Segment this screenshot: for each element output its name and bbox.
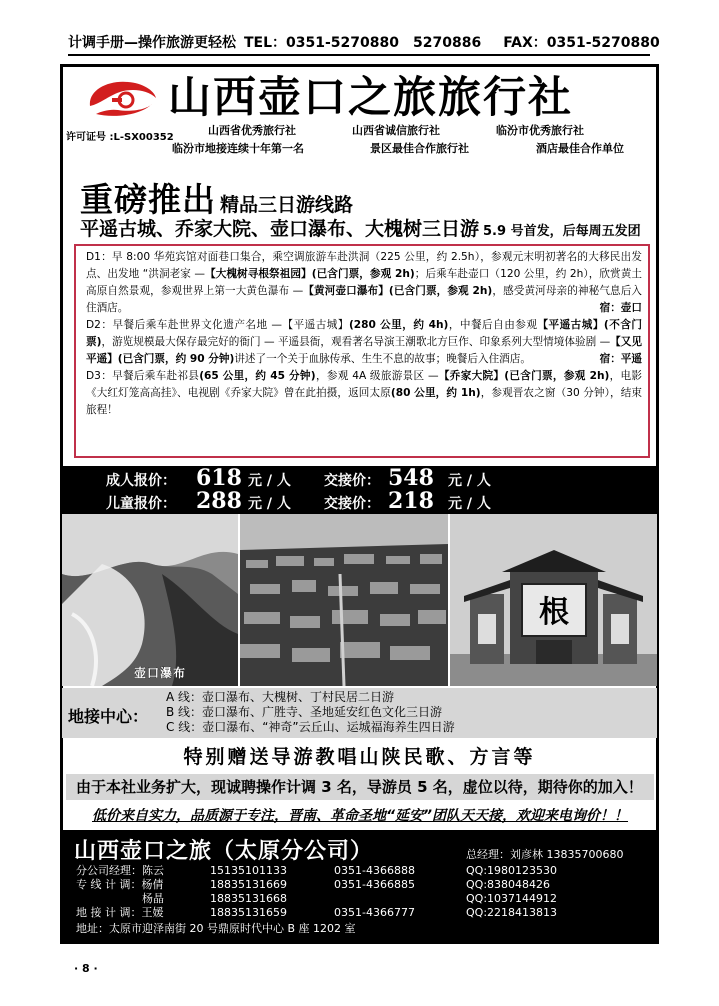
headline-big: 重磅推出 [80, 180, 216, 219]
adult-settle-value: 548 [388, 465, 434, 491]
itinerary-text: ，参观晋农之窗（30 分钟），结束旅程！ [86, 387, 643, 416]
page-number: · 8 · [74, 962, 98, 975]
itinerary-highlight: 【平遥古城】(不含门票) [86, 319, 642, 348]
contact-qq: QQ:1037144912 [466, 892, 558, 905]
stay-label: 宿：平遥 [599, 353, 642, 365]
contact-role: 地 接 计 调：王媛 [76, 906, 164, 919]
meal-label: 含早餐 [537, 467, 589, 487]
contact-phone: 0351-4366885 [334, 878, 415, 891]
honor-item: 景区最佳合作旅行社 [370, 142, 469, 155]
adult-price-unit: 元 / 人 [248, 473, 291, 489]
local-center-lines [166, 690, 455, 735]
contact-mobile: 18835131659 [210, 906, 287, 919]
contact-phone: 0351-4366777 [334, 906, 415, 919]
gate-sign-text: 根 [539, 595, 569, 630]
honor-item: 临汾市地接连续十年第一名 [172, 142, 304, 155]
itinerary-highlight: 【乔家大院】(已含门票，参观 2h) [438, 370, 610, 382]
adult-settle-unit: 元 / 人 [448, 473, 491, 489]
itinerary-text: 早 8:00 华苑宾馆对面巷口集合，乘空调旅游车赴洪洞（225 公里，约 2.5h），参观元末明初著名的大移民出发点、出发地 “洪洞老家 — [86, 251, 642, 280]
contact-qq: QQ:2218413813 [466, 906, 558, 919]
itinerary-highlight: (80 公里，约 1h) [390, 387, 481, 399]
adult-settle-label: 交接价： [324, 473, 380, 489]
slogan-line: 低价来自实力，品质源于专注，晋南、革命圣地“延安”团队天天接，欢迎来电询价！！ [91, 808, 629, 824]
ancient-city-image [240, 514, 448, 686]
itinerary-day-2 [86, 317, 642, 368]
child-price-row [62, 490, 502, 514]
agency-logo-icon [82, 76, 162, 120]
itinerary-text: ，参观 4A 级旅游景区 — [315, 370, 439, 382]
gate-image [450, 514, 657, 686]
itinerary-text: ，电影《大红灯笼高高挂》、电视剧《乔家大院》曾在此拍摄，返回太原 [86, 370, 643, 399]
gate-photo [450, 514, 657, 686]
route-schedule: 5.9 号首发，后每周五发团 [483, 224, 641, 239]
itinerary-text: ，中餐后自由参观 [448, 319, 538, 331]
itinerary-day-1 [86, 249, 642, 317]
honor-item: 酒店最佳合作单位 [536, 142, 624, 155]
child-price-value: 288 [196, 488, 242, 514]
contact-phone: 0351-4366888 [334, 864, 415, 877]
itinerary-text: ，游览规模最大保存最完好的衙门 — 平遥县衙，观看著名导演王潮歌北方巨作、印象系列大型情境体验剧 — [101, 336, 611, 348]
waterfall-photo [62, 514, 238, 686]
contact-qq: QQ:1980123530 [466, 864, 558, 877]
local-center-title: 地接中心： [68, 707, 149, 726]
route-name: 平遥古城、乔家大院、壶口瀑布、大槐树三日游 [80, 218, 480, 240]
child-price-unit: 元 / 人 [248, 496, 291, 512]
day-label: D3： [86, 370, 113, 382]
honor-item: 临汾市优秀旅行社 [496, 124, 584, 137]
waterfall-image [62, 514, 238, 686]
itinerary-text: 早餐后乘车赴祁县 [112, 370, 200, 382]
waterfall-caption: 壶口瀑布 [134, 666, 187, 680]
adult-price-row [62, 467, 502, 491]
photo-strip [62, 514, 657, 686]
header-slogan: 计调手册—操作旅游更轻松 [68, 35, 236, 51]
itinerary-highlight: 【黄河壶口瀑布】(已含门票，参观 2h) [303, 285, 493, 297]
agency-name: 山西壶口之旅旅行社 [168, 73, 573, 123]
route-title [80, 214, 641, 241]
local-line: C 线：壶口瀑布、“神奇”云丘山、运城福海养生四日游 [166, 720, 455, 734]
adult-price-label: 成人报价： [106, 473, 176, 489]
child-price-label: 儿童报价： [106, 496, 176, 512]
gift-banner: 特别赠送导游教唱山陕民歌、方言等 [183, 746, 536, 768]
branch-title: 山西壶口之旅（太原分公司） [74, 839, 374, 864]
branch-address: 地址：太原市迎泽南街 20 号鼎原时代中心 B 座 1202 室 [76, 922, 356, 935]
branch-contact [62, 830, 657, 942]
contact-mobile: 18835131668 [210, 892, 287, 905]
local-line: A 线：壶口瀑布、大槐树、丁村民居二日游 [166, 690, 395, 704]
recruit-banner: 由于本社业务扩大，现诚聘操作计调 3 名，导游员 5 名，虚位以待，期待你的加入！ [66, 774, 654, 800]
license-number: 许可证号 :L-SX00352 [66, 132, 174, 143]
local-center [62, 688, 657, 738]
itinerary-text: 讲述了一个关于血脉传承、生生不息的故事；晚餐后入住酒店。 [234, 353, 531, 365]
contact-qq: QQ:838048426 [466, 878, 551, 891]
meal-badge [508, 466, 618, 510]
itinerary-text: ；后乘车赴壶口（120 公里，约 2h），欣赏黄土高原自然景观，参观世界上第一大黄色瀑布 — [86, 268, 642, 297]
contact-role: 杨晶 [76, 892, 164, 905]
itinerary-highlight: 【又见平遥】(已含门票，约 90 分钟) [86, 336, 642, 365]
headline-small: 精品三日游线路 [220, 194, 354, 216]
honor-item: 山西省诚信旅行社 [352, 124, 440, 137]
stay-label: 宿：壶口 [599, 302, 642, 314]
child-settle-unit: 元 / 人 [448, 496, 491, 512]
contact-role: 分公司经理：陈云 [76, 864, 164, 877]
day-label: D1： [86, 251, 112, 263]
header-tel: TEL：0351-5270880 5270886 [244, 35, 482, 51]
contact-mobile: 15135101133 [210, 864, 287, 877]
adult-price-value: 618 [196, 465, 242, 491]
header-line [68, 32, 660, 56]
contact-role: 专 线 计 调：杨倩 [76, 878, 164, 891]
local-line: B 线：壶口瀑布、广胜寺、圣地延安红色文化三日游 [166, 705, 443, 719]
general-manager: 总经理：刘彦林 13835700680 [466, 848, 624, 861]
itinerary-text: ，感受黄河母亲的神秘气息后入住酒店。 [86, 285, 643, 314]
header-fax: FAX：0351-5270880 [503, 35, 660, 51]
itinerary-highlight: (280 公里，约 4h) [348, 319, 449, 331]
child-settle-value: 218 [388, 488, 434, 514]
contact-mobile: 18835131669 [210, 878, 287, 891]
day-label: D2： [86, 319, 113, 331]
itinerary-text: 早餐后乘车赴世界文化遗产名地 —【平遥古城】 [112, 319, 349, 331]
itinerary-day-3 [86, 368, 642, 419]
transport-label: (壶口小交通) [527, 492, 599, 506]
child-settle-label: 交接价： [324, 496, 380, 512]
itinerary-box [74, 244, 650, 458]
honor-item: 山西省优秀旅行社 [208, 124, 296, 137]
itinerary-highlight: (65 公里，约 45 分钟) [199, 370, 316, 382]
ancient-city-photo [240, 514, 448, 686]
itinerary-highlight: 【大槐树寻根祭祖园】(已含门票，参观 2h) [205, 268, 415, 280]
